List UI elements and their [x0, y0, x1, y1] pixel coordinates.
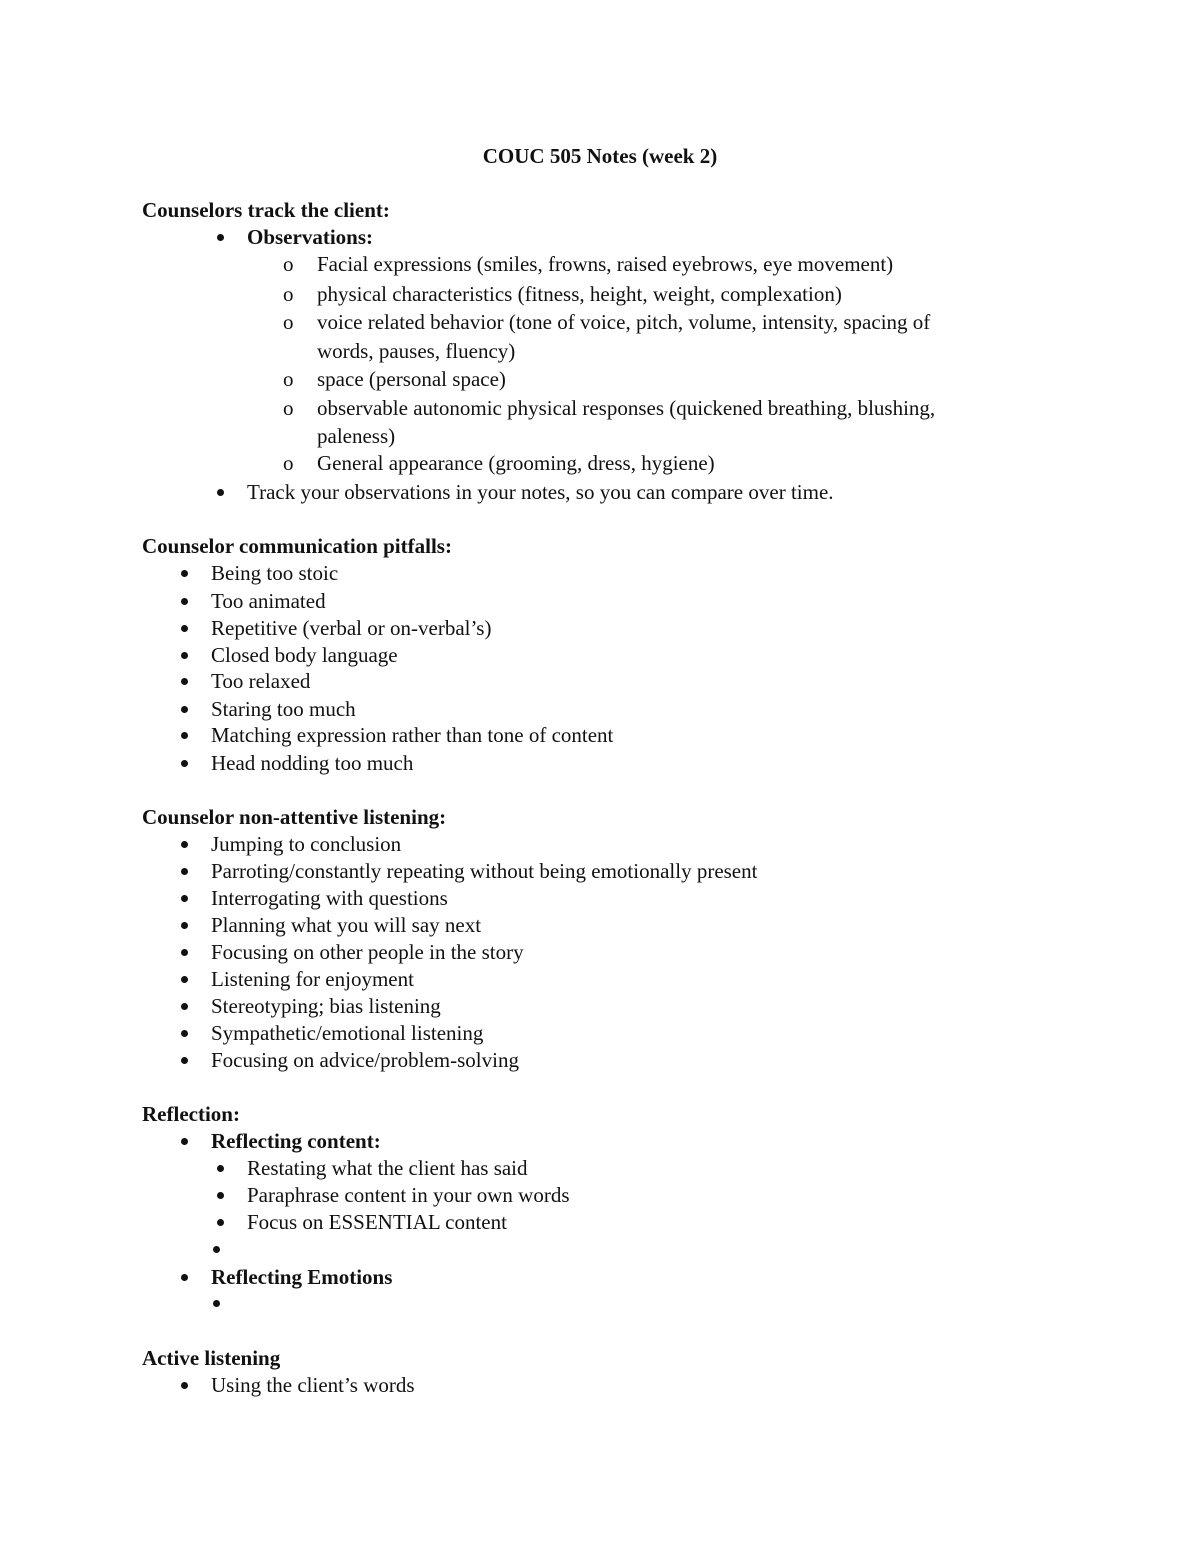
non-attentive-item: Sympathetic/emotional listening	[211, 1021, 484, 1045]
heading-track-client: Counselors track the client:	[142, 198, 390, 222]
pitfall-item: Head nodding too much	[211, 751, 414, 775]
non-attentive-item: Planning what you will say next	[211, 913, 482, 937]
empty-bullet	[213, 1300, 220, 1307]
active-listening-item: Using the client’s words	[211, 1373, 415, 1397]
pitfall-item: Closed body language	[211, 643, 398, 667]
heading-pitfalls: Counselor communication pitfalls:	[142, 534, 452, 558]
observation-item: o Facial expressions (smiles, frowns, raised eyebrows, eye movement)	[317, 251, 893, 278]
empty-bullet	[213, 1246, 220, 1253]
reflecting-content-item: Focus on ESSENTIAL content	[247, 1210, 507, 1234]
observation-item: o voice related behavior (tone of voice, pitch, volume, intensity, spacing of	[317, 309, 930, 336]
pitfall-item: Repetitive (verbal or on-verbal’s)	[211, 616, 492, 640]
pitfall-item: Staring too much	[211, 697, 356, 721]
pitfall-item: Too relaxed	[211, 669, 311, 693]
non-attentive-item: Stereotyping; bias listening	[211, 994, 441, 1018]
pitfall-item: Matching expression rather than tone of content	[211, 723, 614, 747]
observation-item-continued: paleness)	[317, 424, 396, 448]
reflecting-content-label: Reflecting content:	[211, 1129, 381, 1153]
pitfall-item: Too animated	[211, 589, 326, 613]
reflecting-content-item: Restating what the client has said	[247, 1156, 528, 1180]
observation-item: o physical characteristics (fitness, height, weight, complexation)	[317, 281, 842, 308]
observation-item: o observable autonomic physical responses (quickened breathing, blushing,	[317, 395, 935, 422]
non-attentive-item: Interrogating with questions	[211, 886, 448, 910]
page-title: COUC 505 Notes (week 2)	[482, 144, 718, 168]
pitfall-item: Being too stoic	[211, 561, 339, 585]
observations-label: Observations:	[247, 225, 373, 249]
heading-reflection: Reflection:	[142, 1102, 240, 1126]
reflecting-content-item: Paraphrase content in your own words	[247, 1183, 570, 1207]
non-attentive-item: Parroting/constantly repeating without being emotionally present	[211, 859, 758, 883]
observation-item: o General appearance (grooming, dress, hygiene)	[317, 450, 715, 477]
observation-item-continued: words, pauses, fluency)	[317, 339, 516, 363]
heading-active-listening: Active listening	[142, 1346, 281, 1370]
track-note: Track your observations in your notes, so you can compare over time.	[247, 480, 834, 504]
reflecting-emotions-label: Reflecting Emotions	[211, 1265, 393, 1289]
observation-item: o space (personal space)	[317, 366, 506, 393]
non-attentive-item: Jumping to conclusion	[211, 832, 402, 856]
non-attentive-item: Focusing on other people in the story	[211, 940, 524, 964]
non-attentive-item: Focusing on advice/problem-solving	[211, 1048, 519, 1072]
heading-non-attentive: Counselor non-attentive listening:	[142, 805, 447, 829]
non-attentive-item: Listening for enjoyment	[211, 967, 414, 991]
